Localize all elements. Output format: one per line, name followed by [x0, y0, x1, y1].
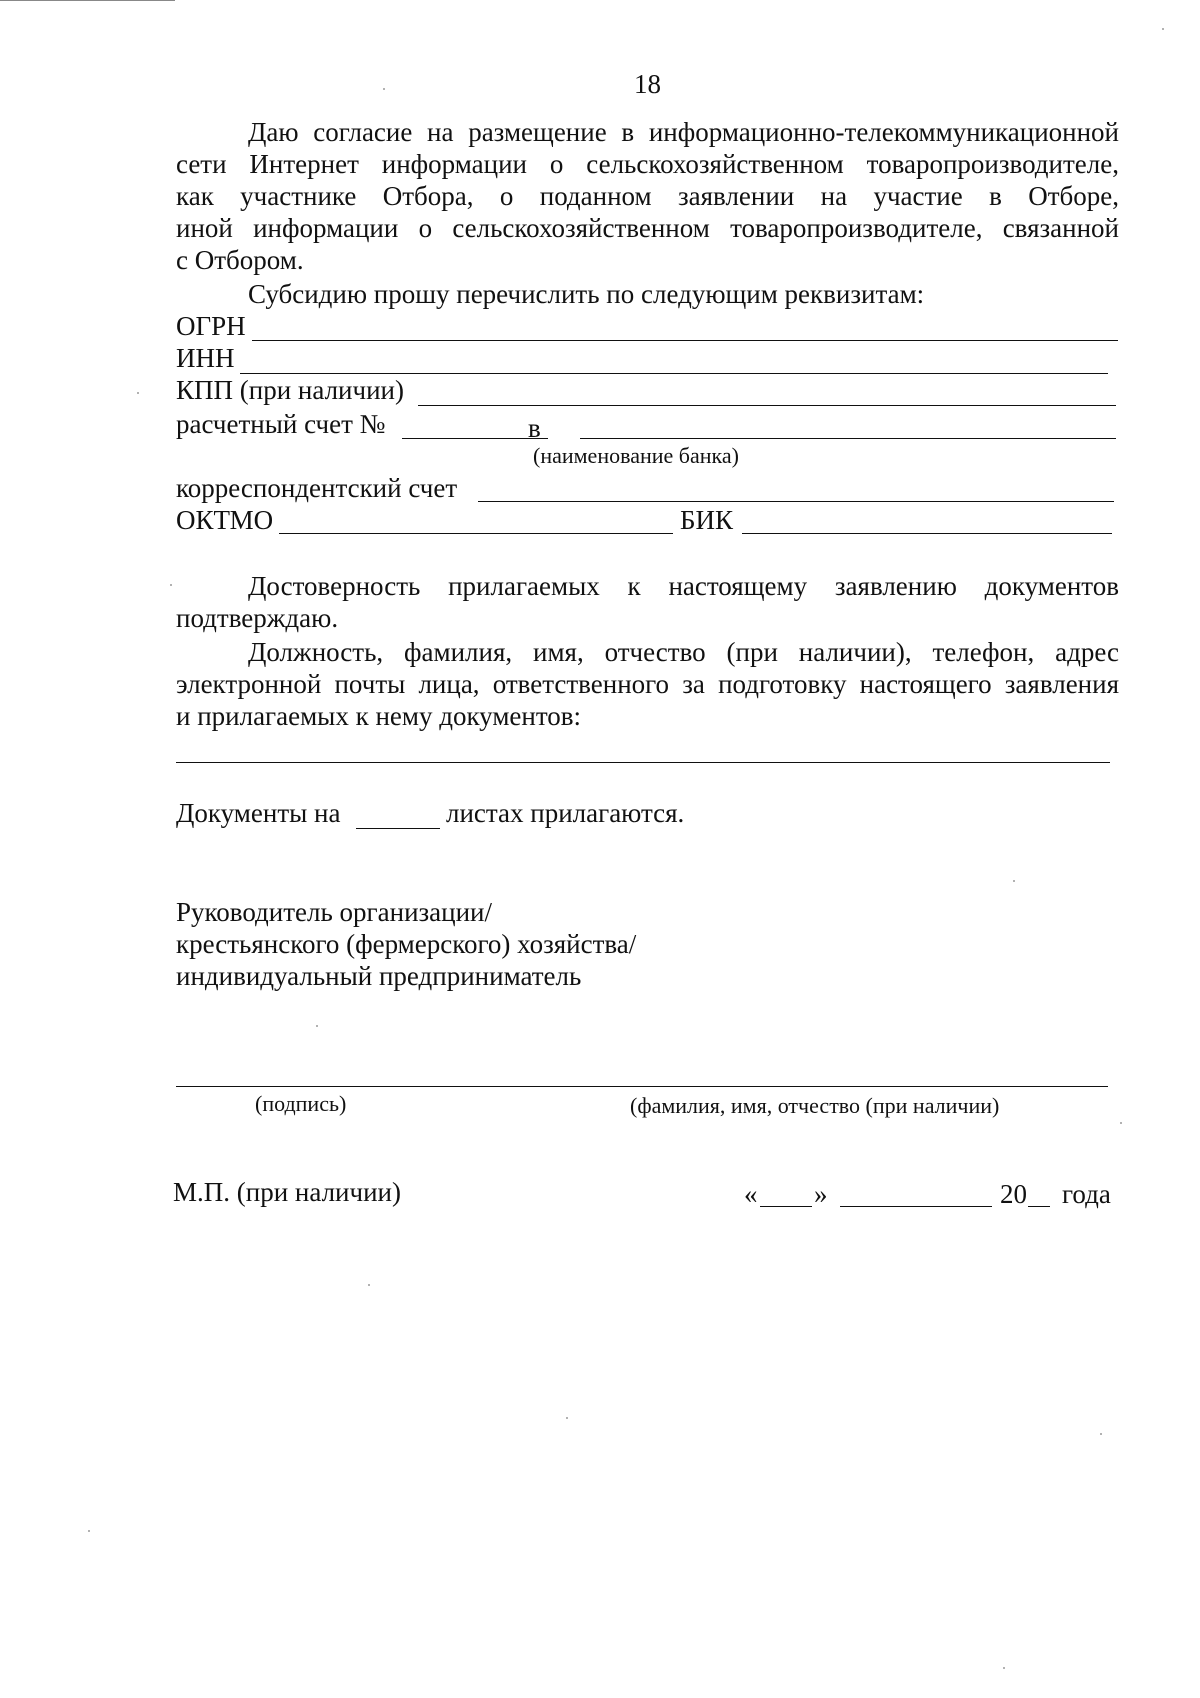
date-day-field-line[interactable] — [760, 1206, 812, 1207]
scan-speck — [566, 1417, 568, 1419]
responsible-line-1: Должность, фамилия, имя, отчество (при наличии), телефон, адрес — [248, 637, 1119, 667]
date-year-prefix: 20 — [1000, 1179, 1027, 1209]
responsible-field-line[interactable] — [176, 762, 1110, 763]
responsible-line-3: и прилагаемых к нему документов: — [176, 701, 582, 731]
kpp-label: КПП (при наличии) — [176, 375, 404, 405]
consent-line-3: как участнике Отбора, о поданном заявлении на участие в Отборе, — [176, 181, 1119, 211]
head-line-1: Руководитель организации/ — [176, 897, 493, 927]
ogrn-label: ОГРН — [176, 311, 246, 341]
bik-label: БИК — [680, 505, 734, 535]
scan-artifact-line — [0, 0, 175, 1]
consent-line-1: Даю согласие на размещение в информационно-телекоммуникационной — [248, 117, 1119, 147]
scan-speck — [316, 1025, 318, 1027]
account-field-line[interactable] — [402, 438, 548, 439]
scan-speck — [1162, 28, 1164, 30]
bik-field-line[interactable] — [742, 533, 1112, 534]
bank-field-line[interactable] — [580, 438, 1116, 439]
kpp-field-line[interactable] — [418, 405, 1116, 406]
scan-speck — [368, 1284, 370, 1286]
head-line-2: крестьянского (фермерского) хозяйства/ — [176, 929, 637, 959]
signature-caption: (подпись) — [255, 1091, 347, 1116]
scan-speck — [1003, 1667, 1005, 1669]
ogrn-field-line[interactable] — [252, 340, 1118, 341]
in-label: в — [528, 413, 541, 443]
reliability-line-2: подтверждаю. — [176, 603, 339, 633]
scan-speck — [88, 1530, 90, 1532]
scan-speck — [383, 88, 385, 90]
documents-count-field-line[interactable] — [356, 828, 440, 829]
date-year-field-line[interactable] — [1028, 1206, 1050, 1207]
documents-suffix: листах прилагаются. — [446, 798, 685, 828]
inn-label: ИНН — [176, 343, 235, 373]
page-number: 18 — [634, 69, 661, 99]
date-month-field-line[interactable] — [840, 1206, 992, 1207]
scan-speck — [137, 392, 139, 394]
corr-account-label: корреспондентский счет — [176, 473, 458, 503]
bank-caption: (наименование банка) — [533, 443, 739, 468]
documents-prefix: Документы на — [176, 798, 341, 828]
corr-account-field-line[interactable] — [478, 501, 1114, 502]
reliability-line-1: Достоверность прилагаемых к настоящему заявлению документов — [248, 571, 1119, 601]
responsible-line-2: электронной почты лица, ответственного за подготовку настоящего заявления — [176, 669, 1119, 699]
date-open-quote: « — [744, 1179, 758, 1209]
scan-speck — [1120, 1122, 1122, 1124]
signature-field-line[interactable] — [176, 1086, 1108, 1087]
consent-line-4: иной информации о сельскохозяйственном товаропроизводителе, связанной — [176, 213, 1119, 243]
stamp-label: М.П. (при наличии) — [173, 1177, 401, 1207]
date-year-suffix: года — [1062, 1179, 1111, 1209]
head-line-3: индивидуальный предприниматель — [176, 961, 582, 991]
consent-line-2: сети Интернет информации о сельскохозяйственном товаропроизводителе, — [176, 149, 1119, 179]
scan-speck — [170, 584, 172, 586]
scan-speck — [1100, 1433, 1102, 1435]
scan-speck — [1013, 880, 1015, 882]
oktmo-label: ОКТМО — [176, 505, 274, 535]
account-label: расчетный счет № — [176, 409, 386, 439]
subsidy-intro: Субсидию прошу перечислить по следующим реквизитам: — [248, 279, 925, 309]
oktmo-field-line[interactable] — [279, 533, 673, 534]
date-close-quote: » — [814, 1179, 828, 1209]
name-caption: (фамилия, имя, отчество (при наличии) — [630, 1093, 1000, 1118]
consent-line-5: с Отбором. — [176, 245, 304, 275]
